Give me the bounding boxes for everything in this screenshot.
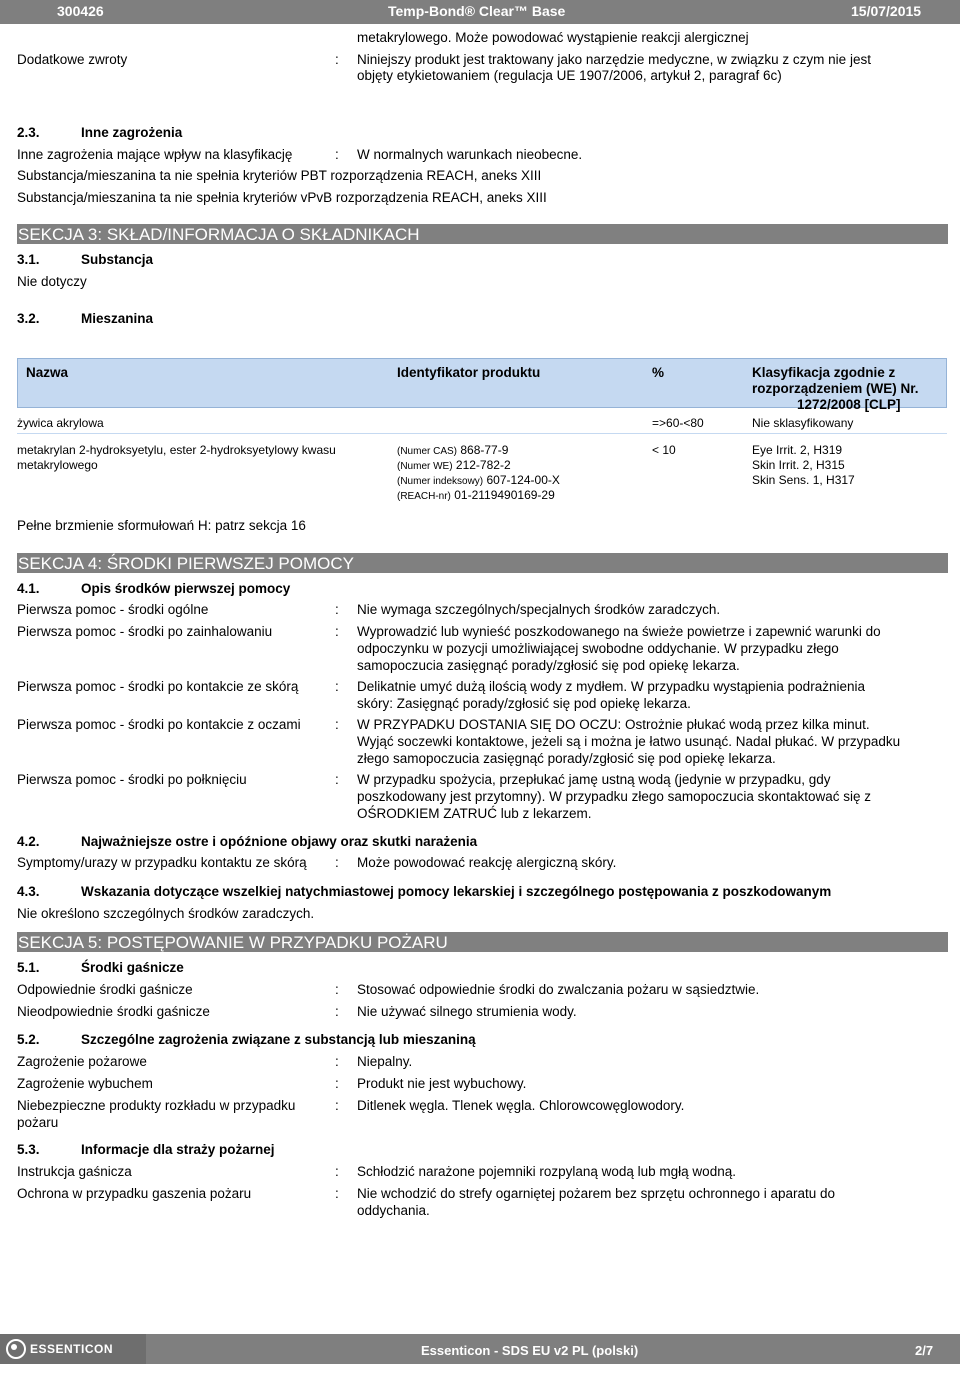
column-header-name: Nazwa [26,365,69,380]
first-aid-inhalation-line1: Wyprowadzić lub wynieść poszkodowanego na świeże powietrze i zapewnić warunki do [357,624,881,639]
subsection-title: Informacje dla straży pożarnej [81,1142,275,1157]
decomposition-label-line1: Niebezpieczne produkty rozkładu w przypadku [17,1098,296,1113]
company-logo [0,1334,146,1364]
row-2-reach: (REACH-nr) 01-2119490169-29 [397,488,555,502]
decomposition-value: Ditlenek węgla. Tlenek węgla. Chlorowcowęglowodory. [357,1098,685,1113]
first-aid-eye-line2: Wyjąć soczewki kontaktowe, jeżeli są i można je łatwo usunąć. Nadal płukać. W przypadku [357,734,901,749]
first-aid-skin-label: Pierwsza pomoc - środki po kontakcie ze skórą [17,679,299,694]
fire-hazard-value: Niepalny. [357,1054,413,1069]
colon: : [335,772,339,787]
firefighting-protection-line1: Nie wchodzić do strefy ogarniętej pożarem bez sprzętu ochronnego i aparatu do [357,1186,836,1201]
first-aid-ingestion-line3: OŚRODKIEM ZATRUĆ lub z lekarzem. [357,806,592,821]
section-4-header [17,553,948,573]
subsection-number: 3.2. [17,311,40,326]
first-aid-eye-line3: złego samopoczucia zasięgnąć porady/zgłosić się pod opiekę lekarza. [357,751,776,766]
section-3-title: SEKCJA 3: SKŁAD/INFORMACJA O SKŁADNIKACH [18,225,420,244]
column-header-identifier: Identyfikator produktu [397,365,541,380]
explosion-hazard-value: Produkt nie jest wybuchowy. [357,1076,527,1091]
first-aid-general-value: Nie wymaga szczególnych/specjalnych środków zaradczych. [357,602,721,617]
suitable-media-label: Odpowiednie środki gaśnicze [17,982,193,997]
column-header-percent: % [652,365,665,380]
colon: : [335,1054,339,1069]
row-2-name-line2: metakrylowego [17,458,98,472]
firefighting-instructions-label: Instrukcja gaśnicza [17,1164,132,1179]
column-header-classification-2: rozporządzeniem (WE) Nr. [752,381,919,396]
other-hazards-value: W normalnych warunkach nieobecne. [357,147,583,162]
continued-text: metakrylowego. Może powodować wystąpienie reakcji alergicznej [357,30,749,45]
colon: : [335,52,339,67]
subsection-number: 3.1. [17,252,40,267]
subsection-number: 5.2. [17,1032,40,1047]
subsection-title: Mieszanina [81,311,154,326]
logo-icon [6,1339,26,1359]
first-aid-ingestion-line1: W przypadku spożycia, przepłukać jamę ustną wodą (jedynie w przypadku, gdy [357,772,831,787]
firefighting-protection-line2: oddychania. [357,1203,430,1218]
extra-phrases-line2: objęty etykietowaniem (regulacja UE 1907/2006, artykuł 2, paragraf 6c) [357,68,782,83]
row-2-ec: (Numer WE) 212-782-2 [397,458,511,472]
unsuitable-media-label: Nieodpowiednie środki gaśnicze [17,1004,210,1019]
firefighting-protection-label: Ochrona w przypadku gaszenia pożaru [17,1186,252,1201]
suitable-media-value: Stosować odpowiednie środki do zwalczania pożaru w sąsiedztwie. [357,982,760,997]
symptoms-value: Może powodować reakcję alergiczną skóry. [357,855,617,870]
product-name: Temp-Bond® Clear™ Base [388,3,566,19]
first-aid-skin-line1: Delikatnie umyć dużą ilością wody z mydłem. W przypadku wystąpienia podrażnienia [357,679,865,694]
subsection-number: 2.3. [17,125,40,140]
explosion-hazard-label: Zagrożenie wybuchem [17,1076,153,1091]
subsection-title: Szczególne zagrożenia związane z substancją lub mieszaniną [81,1032,476,1047]
logo-text: ESSENTICON [30,1341,114,1356]
page-number: 2/7 [915,1343,934,1358]
subsection-title: Substancja [81,252,154,267]
subsection-number: 4.1. [17,581,40,596]
colon: : [335,1076,339,1091]
colon: : [335,717,339,732]
colon: : [335,679,339,694]
substance-value: Nie dotyczy [17,274,87,289]
colon: : [335,982,339,997]
h-statements-note: Pełne brzmienie sformułowań H: patrz sekcja 16 [17,518,306,533]
row-2-classification-1: Eye Irrit. 2, H319 [752,443,843,457]
other-hazards-label: Inne zagrożenia mające wpływ na klasyfikację [17,147,293,162]
unsuitable-media-value: Nie używać silnego strumienia wody. [357,1004,577,1019]
first-aid-eye-label: Pierwsza pomoc - środki po kontakcie z oczami [17,717,301,732]
fire-hazard-label: Zagrożenie pożarowe [17,1054,147,1069]
row-2-percent: < 10 [652,443,676,457]
first-aid-general-label: Pierwsza pomoc - środki ogólne [17,602,209,617]
subsection-number: 5.1. [17,960,40,975]
row-2-cas: (Numer CAS) 868-77-9 [397,443,509,457]
section-5-header [17,932,948,952]
decomposition-label-line2: pożaru [17,1115,59,1130]
pbt-statement: Substancja/mieszanina ta nie spełnia kryteriów PBT rozporządzenia REACH, aneks XIII [17,168,542,183]
symptoms-label: Symptomy/urazy w przypadku kontaktu ze skórą [17,855,307,870]
first-aid-ingestion-label: Pierwsza pomoc - środki po połknięciu [17,772,247,787]
section-3-header [17,224,948,244]
colon: : [335,1004,339,1019]
document-number: 300426 [57,3,104,19]
subsection-number: 4.2. [17,834,40,849]
vpvb-statement: Substancja/mieszanina ta nie spełnia kryteriów vPvB rozporządzenia REACH, aneks XIII [17,190,547,205]
row-divider [17,433,947,434]
footer-document-info: Essenticon - SDS EU v2 PL (polski) [421,1343,639,1358]
colon: : [335,1164,339,1179]
colon: : [335,1098,339,1113]
row-1-percent: =>60-<80 [652,416,704,430]
colon: : [335,624,339,639]
first-aid-inhalation-line3: samopoczucia zasięgnąć porady/zgłosić się pod opiekę lekarza. [357,658,740,673]
first-aid-inhalation-line2: odpoczynku w pozycji umożliwiającej swobodne oddychanie. W przypadku złego [357,641,839,656]
first-aid-inhalation-label: Pierwsza pomoc - środki po zainhalowaniu [17,624,273,639]
column-header-classification-1: Klasyfikacja zgodnie z [752,365,896,380]
section-5-title: SEKCJA 5: POSTĘPOWANIE W PRZYPADKU POŻARU [18,933,448,952]
section-4-title: SEKCJA 4: ŚRODKI PIERWSZEJ POMOCY [18,554,354,573]
colon: : [335,1186,339,1201]
header-bar [0,0,960,24]
colon: : [335,147,339,162]
first-aid-ingestion-line2: poszkodowany jest przytomny). W przypadku złego samopoczucia skontaktować się z [357,789,871,804]
row-2-classification-3: Skin Sens. 1, H317 [752,473,855,487]
document-date: 15/07/2015 [851,3,922,19]
row-1-name: żywica akrylowa [17,416,104,430]
subsection-title: Wskazania dotyczące wszelkiej natychmiastowej pomocy lekarskiej i szczególnego postępowania z poszkodowanym [81,884,832,899]
subsection-number: 4.3. [17,884,40,899]
subsection-number: 5.3. [17,1142,40,1157]
extra-phrases-label: Dodatkowe zwroty [17,52,128,67]
footer-bar [0,1334,960,1364]
colon: : [335,855,339,870]
subsection-title: Opis środków pierwszej pomocy [81,581,291,596]
first-aid-eye-line1: W PRZYPADKU DOSTANIA SIĘ DO OCZU: Ostrożnie płukać wodą przez kilka minut. [357,717,870,732]
first-aid-skin-line2: skóry: Zasięgnąć porady/zgłosić się pod opiekę lekarza. [357,696,691,711]
subsection-title: Najważniejsze ostre i opóźnione objawy oraz skutki narażenia [81,834,478,849]
row-2-classification-2: Skin Irrit. 2, H315 [752,458,845,472]
subsection-title: Inne zagrożenia [81,125,183,140]
column-header-classification-3: 1272/2008 [CLP] [797,397,901,412]
extra-phrases-line1: Niniejszy produkt jest traktowany jako narzędzie medyczne, w związku z czym nie jest [357,52,871,67]
colon: : [335,602,339,617]
row-2-index: (Numer indeksowy) 607-124-00-X [397,473,560,487]
row-2-name-line1: metakrylan 2-hydroksyetylu, ester 2-hydroksyetylowy kwasu [17,443,336,457]
subsection-title: Środki gaśnicze [81,960,184,975]
row-1-classification: Nie sklasyfikowany [752,416,854,430]
firefighting-instructions-value: Schłodzić narażone pojemniki rozpylaną wodą lub mgłą wodną. [357,1164,736,1179]
medical-attention-value: Nie określono szczególnych środków zaradczych. [17,906,315,921]
